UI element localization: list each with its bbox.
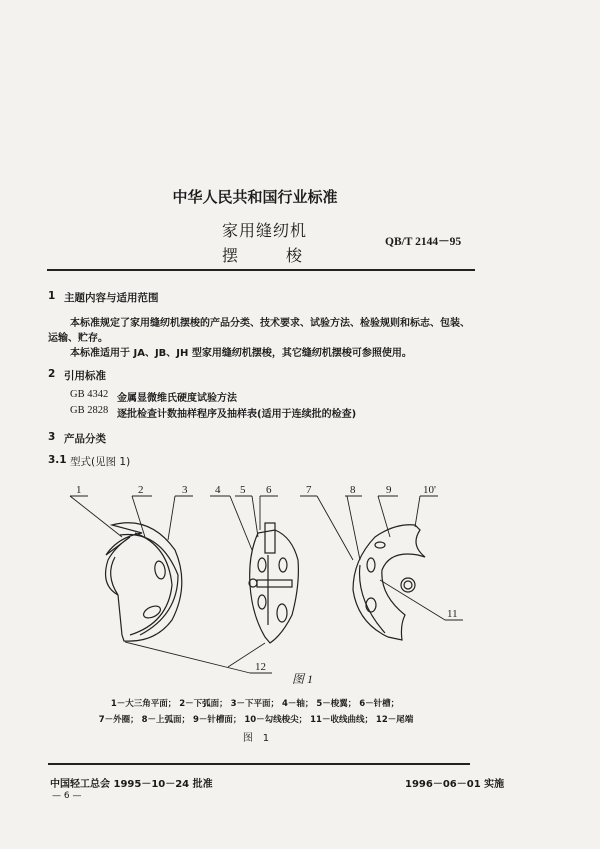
part-label: 7 [306, 484, 312, 496]
part-label: 11 [447, 608, 458, 620]
approval-info: 中国轻工总会 1995－10－24 批准 [50, 779, 213, 790]
part-label: 8 [350, 484, 356, 496]
part-label: 10' [423, 484, 436, 496]
section-1-paragraph-1: 本标准规定了家用缝纫机摆梭的产品分类、技术要求、试验方法、检验规则和标志、包装、 [70, 318, 470, 329]
shuttle-figure [60, 475, 480, 675]
section-1-number: 1 [48, 290, 56, 302]
standard-number: QB/T 2144－95 [385, 236, 462, 248]
footer-divider [48, 763, 470, 765]
effective-date: 1996－06－01 实施 [405, 779, 505, 790]
section-3-heading: 产品分类 [64, 433, 106, 445]
part-labels [76, 484, 458, 673]
figure-legend-line1: 1－大三角平面； 2－下弧面； 3－下平面； 4－轴； 5－梭翼； 6－针槽； [110, 699, 400, 709]
document-title-line1: 家用缝纫机 [222, 221, 308, 240]
section-3-1-number: 3.1 [48, 454, 67, 466]
shuttle-bottom-view [106, 523, 182, 641]
part-label: 2 [138, 484, 144, 496]
part-label: 12 [255, 661, 266, 673]
issuer-title: 中华人民共和国行业标准 [172, 188, 338, 206]
section-3-number: 3 [48, 431, 56, 443]
shuttle-side-view [249, 523, 298, 643]
part-label: 9 [386, 484, 392, 496]
part-label: 1 [76, 484, 82, 496]
reference-title: 逐批检查计数抽样程序及抽样表(适用于连续批的检查) [117, 409, 357, 420]
header-divider [47, 269, 475, 271]
figure-caption: 图 1 [242, 733, 270, 744]
section-1-paragraph-1-cont: 运输、贮存。 [48, 333, 108, 344]
reference-title: 金属显微维氏硬度试验方法 [117, 393, 237, 404]
section-1-heading: 主题内容与适用范围 [64, 292, 159, 304]
part-label: 6 [266, 484, 272, 496]
reference-code: GB 4342 [70, 389, 109, 400]
figure-legend-line2: 7－外圈； 8－上弧面； 9－针槽面； 10－勾线梭尖； 11－收线曲线； 12－尾端 [98, 715, 414, 725]
section-2-number: 2 [48, 368, 56, 380]
shuttle-top-view [353, 525, 425, 640]
section-2-heading: 引用标准 [64, 370, 106, 382]
document-title-line2: 摆 梭 [222, 246, 303, 265]
part-label: 5 [240, 484, 246, 496]
section-1-paragraph-2: 本标准适用于 JA、JB、JH 型家用缝纫机摆梭，其它缝纫机摆梭可参照使用。 [70, 348, 412, 359]
page-number: — 6 — [52, 791, 82, 801]
handwritten-figure-caption: 图 1 [292, 672, 314, 686]
part-label: 4 [215, 484, 221, 496]
part-label: 3 [182, 484, 188, 496]
reference-code: GB 2828 [70, 405, 109, 416]
section-3-1-heading: 型式(见图 1) [70, 456, 131, 468]
